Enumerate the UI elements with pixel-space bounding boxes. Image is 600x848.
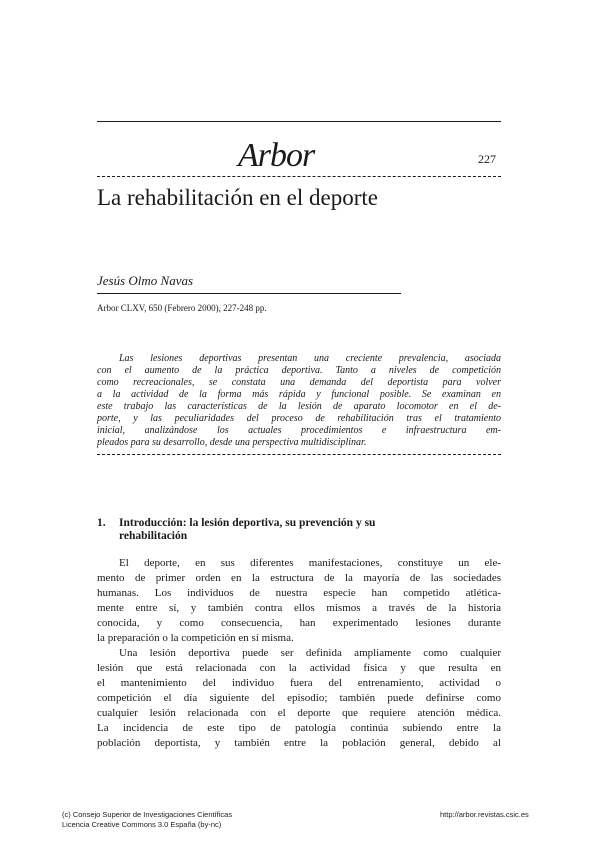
body-line: competición el día siguiente del episodio; también puede definirse como	[97, 692, 501, 704]
abstract-line: con el aumento de la práctica deportiva. Tanto a niveles de competición	[97, 365, 501, 376]
body-line: humanas. Los individuos de nuestra especie han competido atlética-	[97, 587, 501, 599]
body-line: la preparación o la competición en sí misma.	[97, 632, 294, 644]
body-line: cualquier lesión relacionada con el deporte que requiere atención médica.	[97, 707, 501, 719]
abstract-line: a la actividad de la forma más rápida y funcional posible. Se examinan en	[97, 389, 501, 400]
body-line: lesión que está relacionada con la actividad física y que resulta en	[97, 662, 501, 674]
abstract-line: pleados para su desarrollo, desde una perspectiva multidisciplinar.	[97, 437, 367, 448]
body-line: mento de primer orden en la estructura de la mayoría de las sociedades	[97, 572, 501, 584]
body-line: El deporte, en sus diferentes manifestaciones, constituye un ele-	[119, 557, 501, 569]
page-number: 227	[478, 152, 496, 166]
body-line: conocida, y como consecuencia, han experimentado lesiones durante	[97, 617, 501, 629]
section-heading-line1: Introducción: la lesión deportiva, su prevención y su	[119, 517, 376, 529]
header-dashed-rule	[97, 176, 501, 177]
header-top-rule	[97, 121, 501, 122]
footer-license-text: Licencia Creative Commons 3.0 España (by-nc)	[62, 820, 222, 829]
abstract-line: Las lesiones deportivas presentan una creciente prevalencia, asociada	[119, 353, 501, 364]
footer-url[interactable]: http://arbor.revistas.csic.es	[440, 810, 529, 819]
section-heading	[97, 517, 497, 543]
section-heading-line2: rehabilitación	[119, 530, 188, 542]
body-line: mente entre sí, y también contra ellos mismos a través de la historia	[97, 602, 501, 614]
footer-license	[62, 810, 232, 830]
citation: Arbor CLXV, 650 (Febrero 2000), 227-248 pp.	[97, 303, 267, 313]
author-name: Jesús Olmo Navas	[97, 273, 194, 288]
author-rule	[97, 293, 401, 294]
body-line: el mantenimiento del individuo fuera del entrenamiento, actividad o	[97, 677, 501, 689]
article-title: La rehabilitación en el deporte	[97, 185, 378, 210]
abstract-line: porte, y las peculiaridades del proceso de rehabilitación tras el tratamiento	[97, 413, 501, 424]
body-line: La incidencia de este tipo de patología continúa subiendo entre la	[97, 722, 501, 734]
abstract-line: inicial, analizándose los actuales procedimientos e infraestructura em-	[97, 425, 501, 436]
body-line: Una lesión deportiva puede ser definida ampliamente como cualquier	[119, 647, 501, 659]
abstract-dashed-rule	[97, 454, 501, 455]
abstract-line: este trabajo las características de la lesión de aparato locomotor en el de-	[97, 401, 501, 412]
abstract-line: como recreacionales, se constata una demanda del deportista para volver	[97, 377, 501, 388]
section-number: 1.	[97, 517, 106, 529]
body-line: población deportista, y también entre la población general, debido al	[97, 737, 501, 749]
footer-copyright: (c) Consejo Superior de Investigaciones Científicas	[62, 810, 233, 819]
journal-logo: Arbor	[238, 137, 315, 174]
